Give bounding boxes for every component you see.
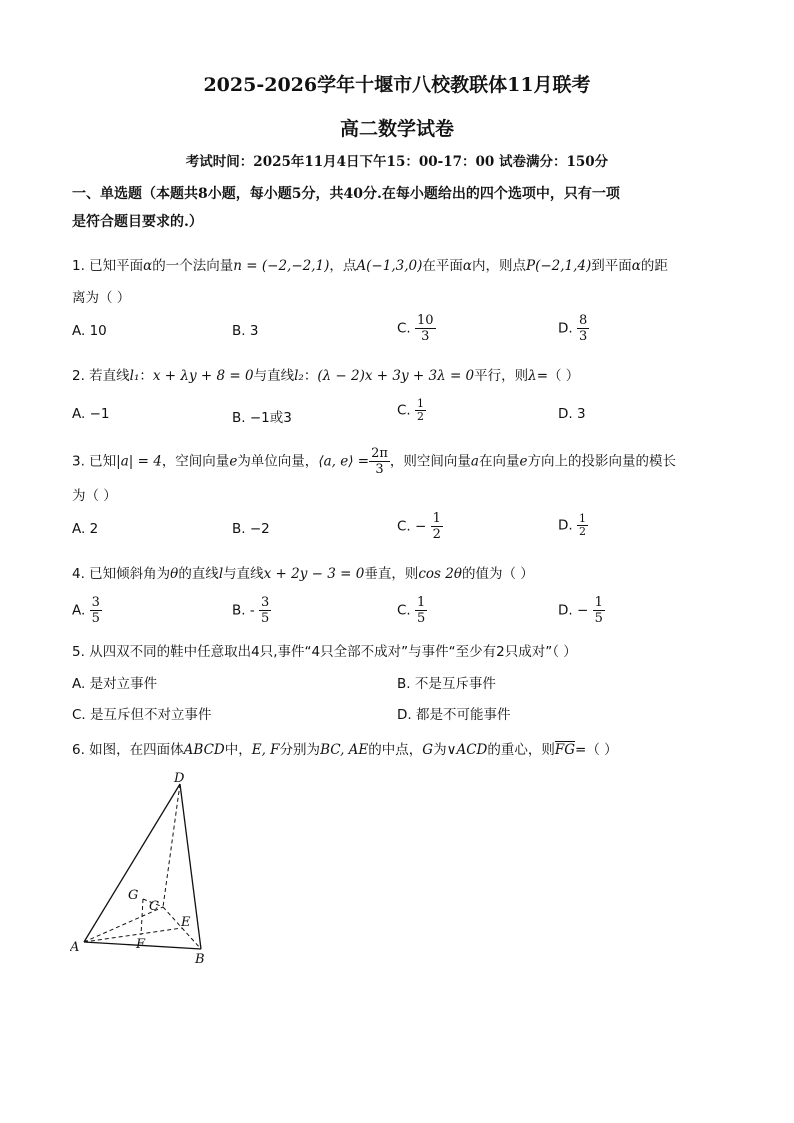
q4-line-l: l (218, 566, 224, 582)
numerator: 1 (417, 397, 425, 410)
q1-option-c-label: C. (397, 320, 411, 337)
q4-cos-expression: cos 2θ (418, 566, 462, 582)
denominator: 3 (375, 462, 384, 477)
exam-subtitle: 高二数学试卷 (339, 118, 454, 140)
q3-vector-e: e (519, 453, 528, 470)
q1-text: 1. 已知平面 (72, 258, 144, 274)
numerator: 3 (261, 595, 270, 610)
q6-text: 的重心，则 (487, 742, 555, 758)
q2-l2: l₂ (294, 368, 304, 384)
numerator: 1 (417, 595, 426, 610)
q1-option-c-fraction (415, 313, 436, 344)
q6-text: 6. 如图，在四面体 (72, 742, 184, 758)
q1-option-c[interactable] (397, 313, 436, 344)
label-a: A (70, 940, 80, 955)
denominator: 5 (417, 611, 426, 626)
section-heading (72, 180, 722, 236)
q4-text: 的值为（ ） (461, 566, 534, 582)
q1-option-d[interactable] (558, 313, 589, 344)
q3-text: ，则空间向量 (389, 453, 471, 470)
q1-alpha: α (462, 258, 472, 274)
q3-option-d-fraction (577, 513, 588, 538)
label-f: F (136, 937, 146, 952)
numerator: 8 (578, 313, 588, 328)
question-4 (72, 562, 534, 582)
q1-option-a[interactable]: A. 10 (72, 323, 107, 339)
q2-option-d[interactable]: D. 3 (558, 406, 586, 422)
q2-equation-2: (λ − 2)x + 3y + 3λ = 0 (317, 368, 475, 384)
question-6 (72, 738, 618, 758)
q6-segments: BC, AE (320, 742, 369, 758)
q4-equation: x + 2y − 3 = 0 (263, 566, 365, 582)
numerator: 1 (432, 511, 441, 526)
exam-title: 2025-2026学年十堰市八校教联体11月联考 (203, 74, 591, 96)
label-d: D (174, 771, 185, 786)
q6-text: =（ ） (575, 742, 618, 758)
question-5: 5. 从四双不同的鞋中任意取出4只,事件“4只全部不成对”与事件“至少有2只成对”（ ） (72, 644, 577, 660)
q1-normal-vector: n = (−2,−2,1) (233, 258, 330, 274)
denominator: 3 (578, 329, 588, 344)
q3-option-a[interactable]: A. 2 (72, 521, 99, 537)
q4-text: 垂直，则 (364, 566, 419, 582)
q3-option-b[interactable]: B. −2 (232, 521, 270, 537)
q1-option-b[interactable]: B. 3 (232, 323, 259, 339)
q3-text: 为单位向量， (237, 453, 319, 470)
numerator: 1 (594, 595, 603, 610)
q3-vector-e: e (229, 453, 238, 470)
q4-text: 的直线 (178, 566, 219, 582)
q4-theta: θ (170, 566, 179, 582)
q2-option-c-label: C. (397, 402, 411, 419)
q4-option-d[interactable] (558, 595, 605, 626)
edge-ad (84, 784, 180, 942)
q4-option-b[interactable] (232, 595, 271, 626)
q6-tetrahedron: ABCD (183, 742, 225, 758)
q2-lambda: λ (528, 368, 537, 384)
q3-angle-fraction (369, 446, 390, 477)
denominator: 5 (91, 611, 100, 626)
q3-vector-a: a (470, 453, 479, 470)
q3-option-c[interactable] (397, 511, 443, 542)
q2-option-c[interactable] (397, 398, 426, 423)
tetrahedron-figure (70, 770, 230, 970)
numerator: 3 (91, 595, 100, 610)
q1-text: 内，则点 (471, 258, 526, 274)
q6-text: 中， (224, 742, 252, 758)
q6-text: 分别为 (279, 742, 321, 758)
q1-text: 到平面 (591, 258, 632, 274)
q2-text: =（ ） (536, 368, 580, 384)
q4-option-b-label: B. - (232, 602, 255, 619)
denominator: 2 (417, 410, 425, 423)
q5-option-a[interactable]: A. 是对立事件 (72, 676, 158, 692)
segment-fg (141, 899, 143, 935)
numerator: 1 (578, 512, 586, 525)
q2-equation-1: x + λy + 8 = 0 (152, 368, 254, 384)
q2-text: ： (303, 368, 318, 384)
q4-option-d-label: D. − (558, 602, 589, 619)
q3-option-d-label: D. (558, 517, 573, 534)
q1-text: ，点 (329, 258, 357, 274)
denominator: 5 (594, 611, 603, 626)
q1-option-d-label: D. (558, 320, 573, 337)
q3-option-d[interactable] (558, 513, 588, 538)
q2-l1: l₁ (129, 368, 140, 384)
q2-option-b[interactable]: B. −1或3 (232, 410, 292, 426)
q3-option-c-label: C. − (397, 518, 427, 535)
exam-info: 考试时间：2025年11月4日下午15：00-17：00 试卷满分：150分 (185, 154, 609, 170)
q4-text: 与直线 (223, 566, 264, 582)
question-1-line2: 离为（ ） (72, 290, 131, 306)
q1-alpha: α (631, 258, 641, 274)
denominator: 3 (421, 329, 430, 344)
q5-option-c[interactable]: C. 是互斥但不对立事件 (72, 707, 212, 723)
q6-vector-fg: $\overline{FG}$ (554, 742, 576, 758)
q1-alpha: α (143, 258, 153, 274)
q2-text: ： (139, 368, 153, 384)
q4-option-a-fraction (90, 595, 102, 626)
q2-option-c-fraction (415, 398, 426, 423)
q1-point-p: P(−2,1,4) (525, 258, 592, 274)
q3-text: 在向量 (478, 453, 520, 470)
q3-text: ，空间向量 (161, 453, 230, 470)
q3-option-c-fraction (431, 511, 443, 542)
denominator: 5 (261, 611, 270, 626)
q3-text: 3. 已知 (72, 453, 117, 470)
q3-text: 方向上的投影向量的模长 (527, 453, 676, 470)
question-2 (72, 364, 579, 384)
q4-option-b-fraction (259, 595, 271, 626)
q6-point-g: G (422, 742, 434, 758)
numerator: 10 (417, 313, 434, 328)
q3-angle: ⟨a, e⟩ = (318, 453, 370, 470)
numerator: 2π (371, 446, 388, 461)
q5-option-b[interactable]: B. 不是互斥事件 (397, 676, 496, 692)
label-g: G (128, 888, 139, 903)
label-c: C (149, 899, 159, 914)
q1-option-d-fraction (577, 313, 589, 344)
q4-option-c-label: C. (397, 602, 411, 619)
q1-text: 在平面 (422, 258, 463, 274)
q5-option-d[interactable]: D. 都是不可能事件 (397, 707, 511, 723)
q6-points-ef: E, F (251, 742, 280, 758)
q2-text: 平行，则 (474, 368, 529, 384)
section-heading-line2: 是符合题目要求的.） (72, 214, 203, 230)
q6-text: 为 (433, 742, 447, 758)
q2-text: 与直线 (253, 368, 295, 384)
q1-text: 的距 (640, 258, 668, 274)
q4-option-d-fraction (593, 595, 605, 626)
q1-point-a: A(−1,3,0) (356, 258, 423, 274)
denominator: 2 (432, 527, 441, 542)
q1-text: 的一个法向量 (152, 258, 234, 274)
section-heading-line1: 一、单选题（本题共8小题，每小题5分，共40分.在每小题给出的四个选项中，只有一项 (72, 186, 620, 202)
q4-text: 4. 已知倾斜角为 (72, 566, 171, 582)
denominator: 2 (578, 525, 586, 538)
q4-option-c[interactable] (397, 595, 427, 626)
question-3-line2: 为（ ） (72, 488, 117, 504)
q3-abs-a: |a| = 4 (116, 453, 162, 470)
question-3-line1 (72, 446, 676, 477)
q2-text: 2. 若直线 (72, 368, 130, 384)
q6-triangle: ∨ACD (446, 742, 488, 758)
q4-option-c-fraction (415, 595, 427, 626)
label-b: B (195, 952, 205, 967)
question-1-line1 (72, 254, 668, 274)
label-e: E (181, 915, 191, 930)
q4-option-a-label: A. (72, 602, 86, 619)
edge-dc (163, 784, 180, 907)
q6-text: 的中点， (368, 742, 423, 758)
q2-option-a[interactable]: A. −1 (72, 406, 110, 422)
q4-option-a[interactable] (72, 595, 102, 626)
